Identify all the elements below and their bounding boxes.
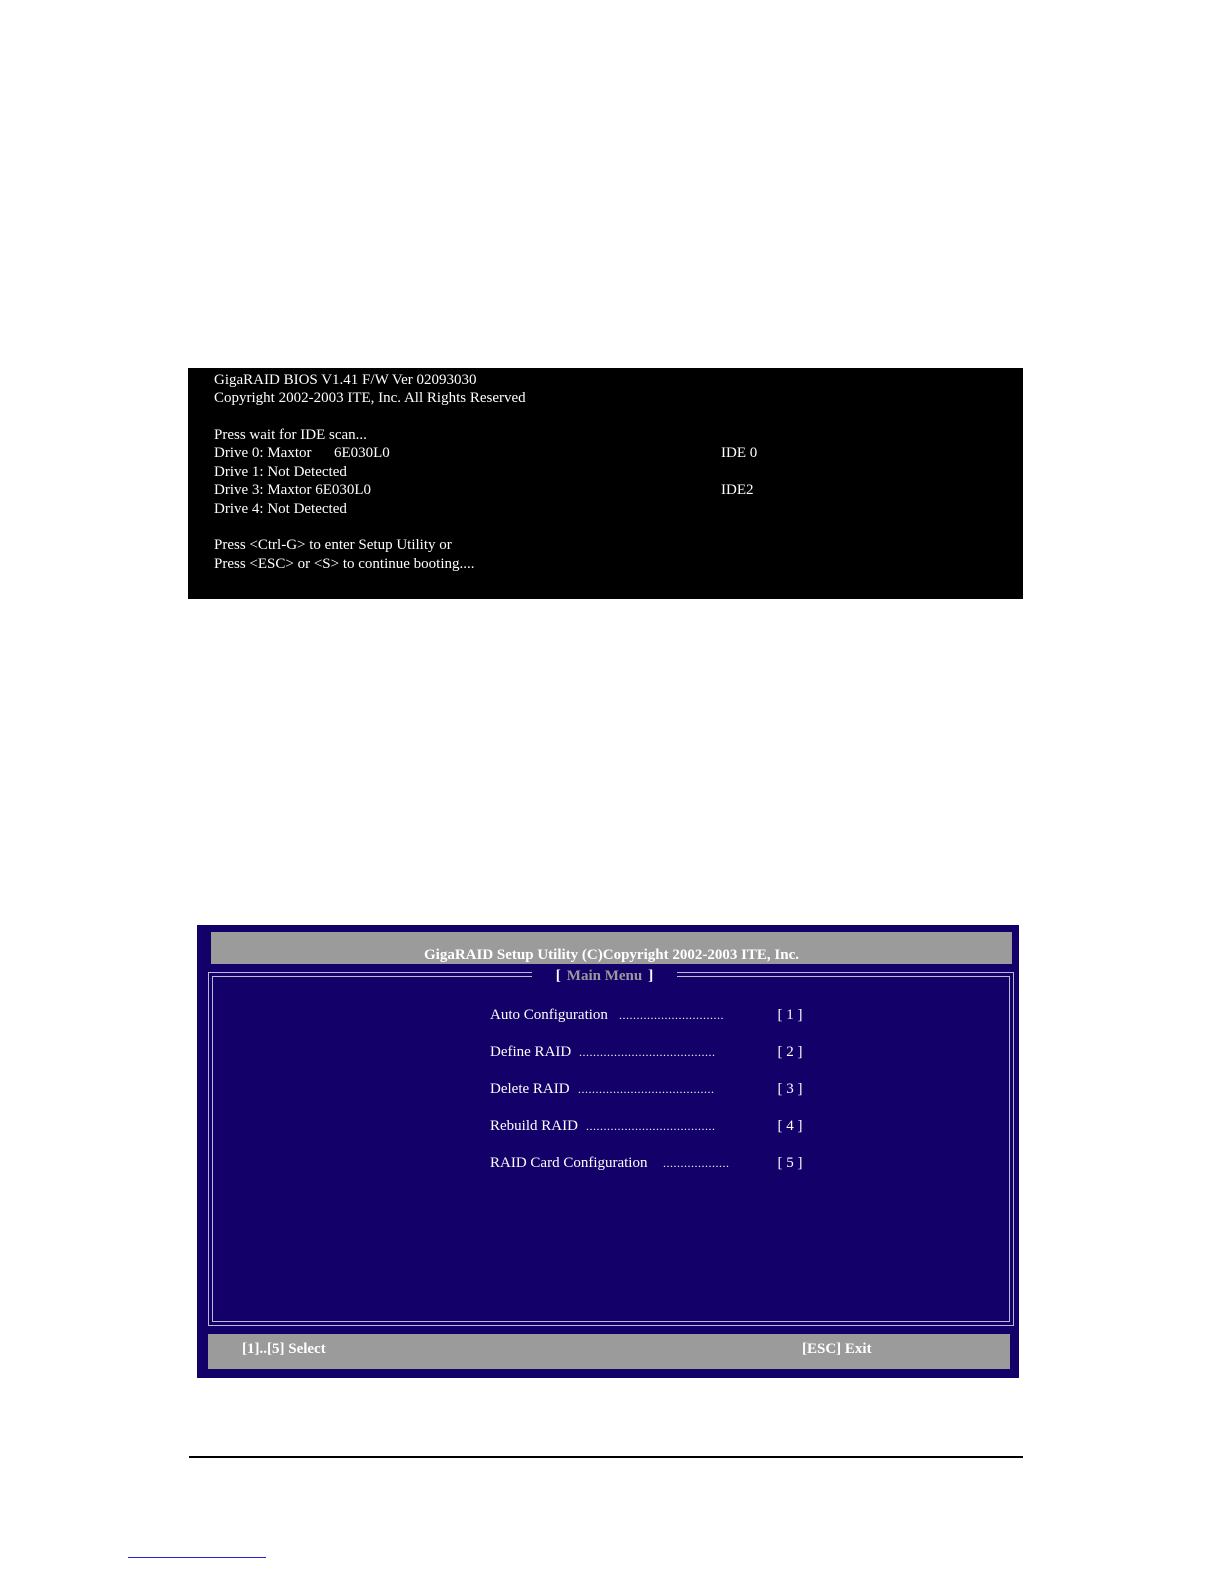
menu-key-5[interactable]: [ 5 ] — [777, 1155, 803, 1171]
drive-0-line: Drive 0: Maxtor 6E030L0 — [214, 445, 390, 461]
bracket-close: ] — [648, 968, 654, 984]
menu-key-1[interactable]: [ 1 ] — [777, 1007, 803, 1023]
drive-0-channel: IDE 0 — [721, 445, 758, 461]
drive-3-line: Drive 3: Maxtor 6E030L0 — [214, 482, 372, 498]
menu-item-dots: .............................. — [619, 1008, 724, 1022]
drive-1-line: Drive 1: Not Detected — [214, 464, 347, 480]
main-menu-title: Main Menu — [566, 968, 643, 984]
setup-title: GigaRAID Setup Utility (C)Copyright 2002-2003 ITE, Inc. — [423, 947, 799, 963]
menu-frame-inner — [212, 976, 1010, 1322]
menu-item-define-raid[interactable]: Define RAID — [490, 1044, 572, 1060]
status-bar — [208, 1334, 1010, 1369]
copyright-line: Copyright 2002-2003 ITE, Inc. All Rights Reserved — [214, 390, 526, 406]
page-divider — [189, 1456, 1023, 1458]
menu-key-2[interactable]: [ 2 ] — [777, 1044, 803, 1060]
bios-version-line: GigaRAID BIOS V1.41 F/W Ver 02093030 — [214, 372, 477, 388]
menu-key-3[interactable]: [ 3 ] — [777, 1081, 803, 1097]
menu-item-dots: ....................................... — [579, 1045, 716, 1059]
main-menu-heading — [532, 968, 677, 984]
esc-prompt: Press <ESC> or <S> to continue booting.... — [214, 556, 475, 572]
ctrl-g-prompt: Press <Ctrl-G> to enter Setup Utility or — [214, 537, 452, 553]
menu-item-raid-card-configuration[interactable]: RAID Card Configuration — [490, 1155, 648, 1171]
boot-screen — [188, 368, 1023, 599]
setup-utility-window — [197, 925, 1019, 1378]
menu-key-4[interactable]: [ 4 ] — [777, 1118, 803, 1134]
menu-item-dots: ................... — [663, 1156, 730, 1170]
drive-4-line: Drive 4: Not Detected — [214, 501, 347, 517]
bracket-open: [ — [555, 968, 561, 984]
ide-scan-line: Press wait for IDE scan... — [214, 427, 367, 443]
menu-item-auto-configuration[interactable]: Auto Configuration — [490, 1007, 608, 1023]
setup-title-bar — [211, 932, 1012, 964]
select-hint: [1]..[5] Select — [242, 1341, 326, 1357]
menu-item-rebuild-raid[interactable]: Rebuild RAID — [490, 1118, 578, 1134]
menu-item-dots: ....................................... — [578, 1082, 715, 1096]
esc-exit-hint: [ESC] Exit — [802, 1341, 872, 1357]
drive-3-channel: IDE2 — [721, 482, 754, 498]
footer-link-underline — [128, 1557, 266, 1558]
menu-item-dots: ..................................... — [586, 1119, 716, 1133]
menu-item-delete-raid[interactable]: Delete RAID — [490, 1081, 570, 1097]
